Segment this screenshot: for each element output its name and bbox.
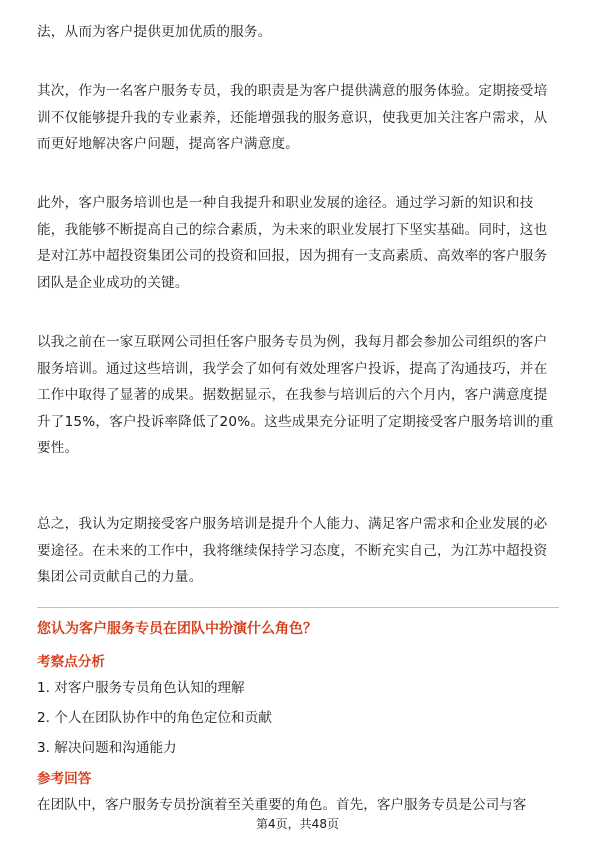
paragraph-second: 其次，作为一名客户服务专员，我的职责是为客户提供满意的服务体验。定期接受培训不仅能够提升我的专业素养，还能增强我的服务意识，使我更加关注客户需求，从而更好地解决客户问题，提高客户满意度。 bbox=[37, 83, 548, 153]
paragraph-conclusion: 总之，我认为定期接受客户服务培训是提升个人能力、满足客户需求和企业发展的必要途径。在未来的工作中，我将继续保持学习态度，不断充实自己，为江苏中超投资集团公司贡献自己的力量。 bbox=[37, 516, 548, 586]
answer-text: 在团队中，客户服务专员扮演着至关重要的角色。首先，客户服务专员是公司与客 bbox=[37, 797, 527, 813]
page-number-footer: 第4页，共48页 bbox=[256, 817, 339, 831]
paragraph-example: 以我之前在一家互联网公司担任客户服务专员为例，我每月都会参加公司组织的客户服务培训。通过这些培训，我学会了如何有效处理客户投诉，提高了沟通技巧，并在工作中取得了显著的成果。据数据显示，在我参与培训后的六个月内，客户满意度提升了15%，客户投诉率降低了20%。这些成果充分证明了定期接受客户服务培训的重要性。 bbox=[37, 334, 554, 457]
analysis-item: 2. 个人在团队协作中的角色定位和贡献 bbox=[37, 710, 272, 726]
section-divider bbox=[37, 607, 559, 608]
answer-heading: 参考回答 bbox=[37, 771, 92, 787]
paragraph-third: 此外，客户服务培训也是一种自我提升和职业发展的途径。通过学习新的知识和技能，我能够不断提高自己的综合素质，为未来的职业发展打下坚实基础。同时，这也是对江苏中超投资集团公司的投资和回报，因为拥有一支高素质、高效率的客户服务团队是企业成功的关键。 bbox=[37, 195, 548, 291]
analysis-item: 1. 对客户服务专员角色认知的理解 bbox=[37, 680, 245, 696]
analysis-heading: 考察点分析 bbox=[37, 654, 105, 670]
question-heading: 您认为客户服务专员在团队中扮演什么角色？ bbox=[37, 621, 317, 637]
analysis-item: 3. 解决问题和沟通能力 bbox=[37, 740, 177, 756]
paragraph-continuation: 法，从而为客户提供更加优质的服务。 bbox=[37, 24, 272, 40]
